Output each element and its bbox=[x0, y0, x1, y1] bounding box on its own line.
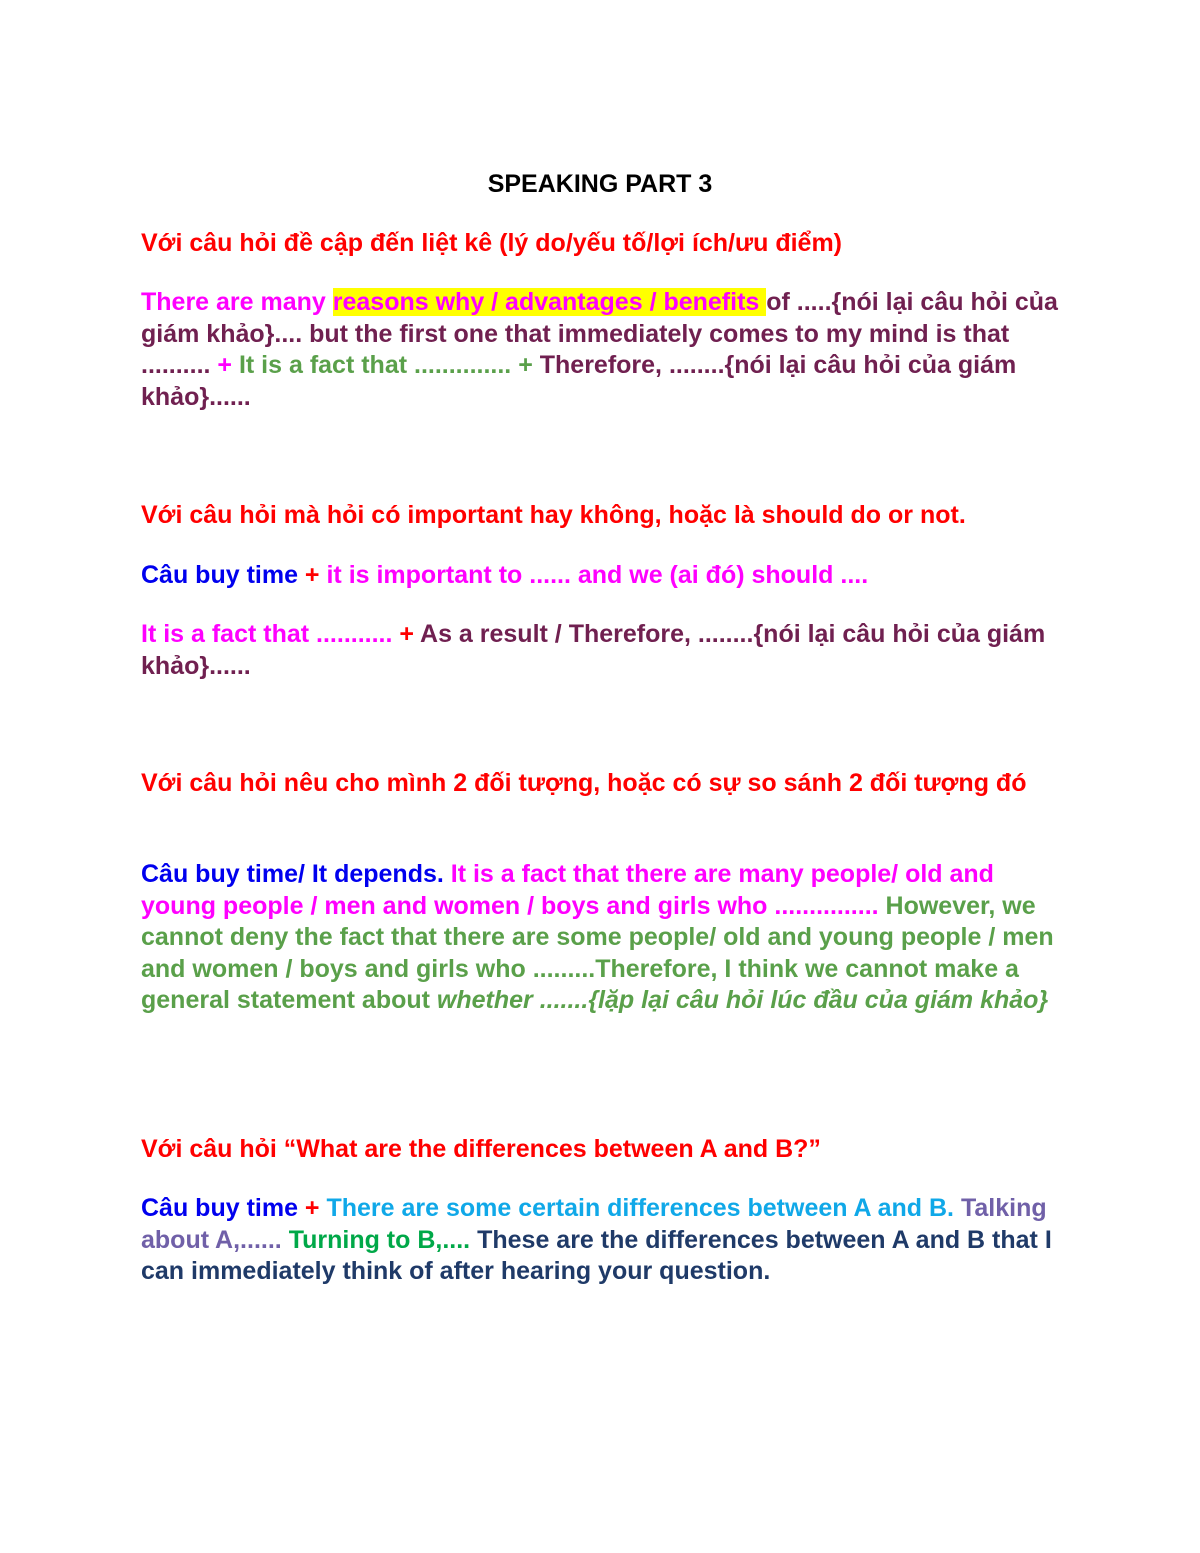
section4-heading: Với câu hỏi “What are the differences between A and B?” bbox=[141, 1135, 821, 1163]
section1-heading: Với câu hỏi đề cập đến liệt kê (lý do/yếu tố/lợi ích/ưu điểm) bbox=[141, 229, 843, 257]
section2-paragraph-2 bbox=[141, 619, 1071, 682]
section1-plus-2: + bbox=[518, 351, 533, 380]
section3-text-b: It is a fact that there are many people/ old and young people / men and women / boys and girls who ............... bbox=[141, 860, 994, 920]
section2-text-c: It is a fact that ........... bbox=[141, 620, 400, 648]
section1-plus-1: + bbox=[217, 351, 233, 380]
section4-buy-time: Câu buy time bbox=[141, 1194, 305, 1222]
section2-plus-1: + bbox=[304, 561, 320, 589]
section4-plus: + bbox=[304, 1194, 320, 1222]
section3-paragraph bbox=[141, 859, 1071, 1017]
section3-text-c: However, we cannot deny the fact that there are some people/ old and young people / men and women / boys and girls who .........Therefore, I think we cannot make a general statement about bbox=[141, 891, 1054, 1015]
section2-text-d: As a result / Therefore, ........{nói lại câu hỏi của giám khảo}...... bbox=[141, 620, 1046, 680]
section4-text-c: Talking about A,...... bbox=[141, 1194, 1047, 1254]
section1-text-b: of .....{nói lại câu hỏi của giám khảo}.... but the first one that immediately comes to my mind is that .......... bbox=[141, 288, 1058, 380]
section4-paragraph bbox=[141, 1193, 1071, 1288]
section3-text-d: whether .......{lặp lại câu hỏi lúc đầu của giám khảo} bbox=[436, 986, 1049, 1015]
section3-buy-time: Câu buy time/ It depends. bbox=[141, 860, 451, 888]
section1-text-c: It is a fact that .............. bbox=[232, 351, 519, 380]
section2-heading: Với câu hỏi mà hỏi có important hay không, hoặc là should do or not. bbox=[141, 501, 966, 529]
section1-text-a: There are many bbox=[141, 288, 333, 316]
section1-text-d: Therefore, ........{nói lại câu hỏi của giám khảo}...... bbox=[141, 351, 1017, 411]
section4-text-e: These are the differences between A and B that I can immediately think of after hearing your question. bbox=[141, 1225, 1052, 1286]
section4-text-b: There are some certain differences between A and B. bbox=[319, 1194, 961, 1222]
section2-text-b: it is important to ...... and we (ai đó) should .... bbox=[319, 561, 869, 589]
section1-paragraph bbox=[141, 287, 1071, 413]
section2-buy-time: Câu buy time bbox=[141, 561, 305, 589]
page-title: SPEAKING PART 3 bbox=[487, 170, 713, 198]
section1-highlighted-text: reasons why / advantages / benefits bbox=[332, 288, 767, 316]
section3-heading: Với câu hỏi nêu cho mình 2 đối tượng, hoặc có sự so sánh 2 đối tượng đó bbox=[141, 769, 1027, 797]
section4-text-d: Turning to B,.... bbox=[288, 1225, 478, 1254]
section2-paragraph-1 bbox=[141, 560, 1071, 592]
section2-plus-2: + bbox=[399, 620, 414, 648]
